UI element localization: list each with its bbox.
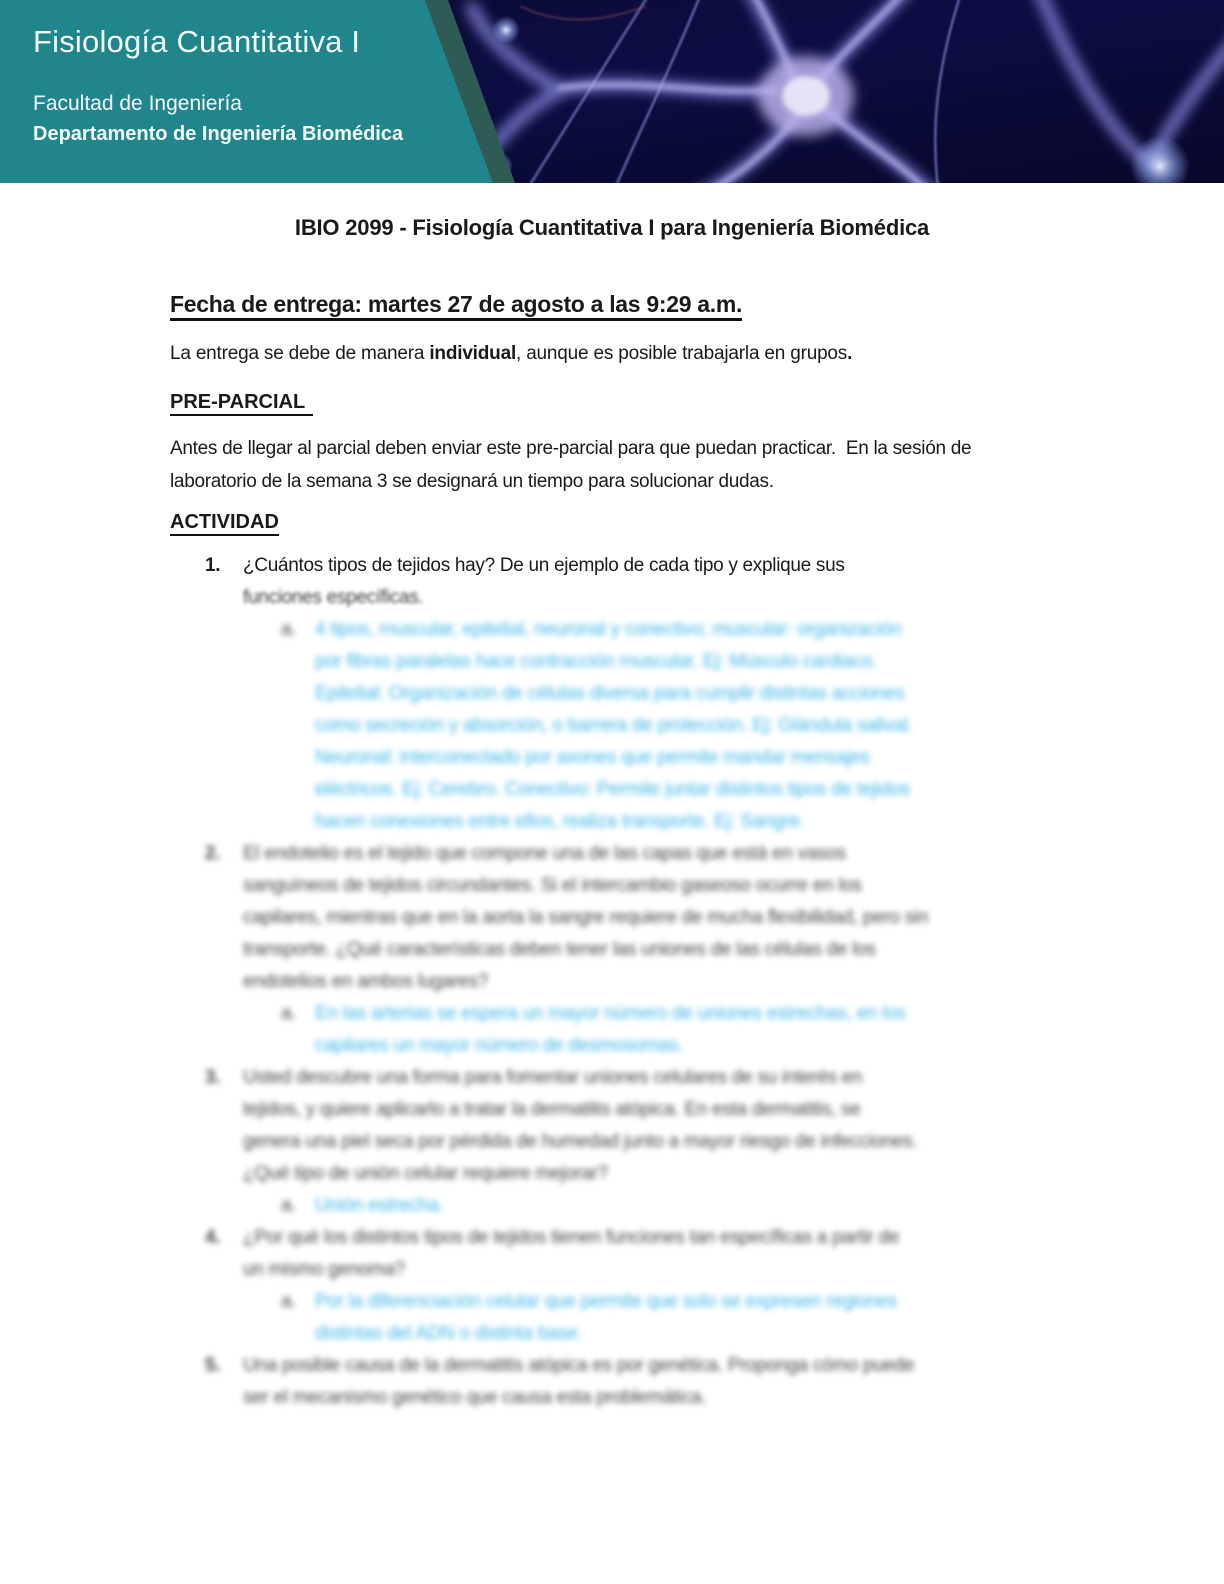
document-title: IBIO 2099 - Fisiología Cuantitativa I para Ingeniería Biomédica: [294, 215, 930, 240]
question-line: endotelios en ambos lugares?: [243, 971, 489, 992]
question-number: 3.: [205, 1067, 221, 1088]
answer-text: [315, 998, 906, 1062]
question-line: sanguíneos de tejidos circundantes. Si el intercambio gaseoso ocurre en los: [243, 875, 862, 896]
answer-block: [170, 1190, 1054, 1222]
question-item: [170, 838, 1054, 1062]
answer-line: Por la diferenciación celular que permite que solo se expresen regiones: [315, 1291, 897, 1312]
question-line: genera una piel seca por pérdida de humedad junto a mayor riesgo de infecciones.: [243, 1131, 918, 1152]
question-number: 5.: [205, 1355, 221, 1376]
answer-line: distintas del ADN o distinta base.: [315, 1323, 583, 1344]
answer-text: [315, 1190, 444, 1222]
question-line: un mismo genoma?: [243, 1259, 406, 1280]
question-item: [170, 1062, 1054, 1222]
intro-bold-individual: individual: [429, 343, 517, 364]
answer-line: Unión estrecha.: [315, 1195, 444, 1216]
question-item: [170, 1350, 1054, 1414]
question-line: ¿Qué tipo de unión celular requiere mejorar?: [243, 1163, 608, 1184]
question-number: 1.: [205, 555, 221, 576]
answer-block: [170, 614, 1054, 838]
preparcial-paragraph: [170, 432, 1054, 498]
document-body: [0, 215, 1224, 1414]
question-number: 2.: [205, 843, 221, 864]
question-number: 4.: [205, 1227, 221, 1248]
course-banner: [0, 0, 1224, 183]
questions-list: [170, 550, 1054, 1414]
preparcial-heading: PRE-PARCIAL: [170, 390, 1054, 414]
question-line: El endotelio es el tejido que compone una de las capas que está en vasos: [243, 843, 846, 864]
question-row: [170, 550, 1054, 614]
banner-faculty: Facultad de Ingeniería: [33, 92, 242, 115]
answer-line: hacen conexiones entre ellos, realiza transporte. Ej: Sangre.: [315, 811, 805, 832]
question-line: Una posible causa de la dermatitis atópica es por genética. Proponga cómo puede: [243, 1355, 915, 1376]
answer-text: [315, 1286, 897, 1350]
actividad-heading: ACTIVIDAD: [170, 510, 1054, 534]
answer-line: Neuronal: interconectado por axones que permite mandar mensajes: [315, 747, 870, 768]
banner-title: Fisiología Cuantitativa I: [33, 24, 361, 59]
intro-text: La entrega se debe de manera: [170, 343, 430, 364]
question-text: [243, 838, 1054, 998]
intro-text-tail: , aunque es posible trabajarla en grupos: [516, 343, 848, 364]
question-text: [243, 1222, 1054, 1286]
intro-bold-period: .: [847, 343, 853, 364]
answer-line: 4 tipos, muscular, epitelial, neuronal y conectivo; muscular: organización: [315, 619, 902, 640]
question-line: tejidos, y quiere aplicarlo a tratar la dermatitis atópica. En esta dermatitis, se: [243, 1099, 861, 1120]
answer-line: capilares un mayor número de desmosomas.: [315, 1035, 684, 1056]
question-line: ¿Por qué los distintos tipos de tejidos tienen funciones tan específicas a partir de: [243, 1227, 900, 1248]
answer-block: [170, 998, 1054, 1062]
question-text: [243, 1062, 1054, 1190]
question-text: [243, 1350, 1054, 1414]
preparcial-line: Antes de llegar al parcial deben enviar este pre-parcial para que puedan practicar. En la sesión de: [170, 438, 972, 459]
question-line: funciones específicas.: [243, 587, 424, 608]
question-line: ser el mecanismo genético que causa esta problemática.: [243, 1387, 707, 1408]
question-row: [170, 1350, 1054, 1414]
question-row: [170, 1062, 1054, 1190]
answer-marker: a.: [281, 1291, 297, 1312]
question-item: [170, 1222, 1054, 1350]
answer-block: [170, 1286, 1054, 1350]
answer-line: por fibras paralelas hace contracción muscular. Ej: Músculo cardiaco.: [315, 651, 878, 672]
due-date-heading: Fecha de entrega: martes 27 de agosto a las 9:29 a.m.: [170, 291, 1054, 318]
question-row: [170, 838, 1054, 998]
question-line: Usted descubre una forma para fomentar uniones celulares de su interés en: [243, 1067, 863, 1088]
banner-department: Departamento de Ingeniería Biomédica: [33, 123, 404, 145]
question-line: ¿Cuántos tipos de tejidos hay? De un ejemplo de cada tipo y explique sus: [243, 555, 845, 576]
answer-line: eléctricos. Ej: Cerebro. Conectivo: Permite juntar distintos tipos de tejidos: [315, 779, 910, 800]
question-item: [170, 550, 1054, 838]
question-line: transporte. ¿Qué características deben tener las uniones de las células de los: [243, 939, 876, 960]
answer-line: Epitelial: Organización de células diversa para cumplir distintas acciones: [315, 683, 905, 704]
preparcial-line: laboratorio de la semana 3 se designará un tiempo para solucionar dudas.: [170, 471, 774, 492]
question-text: [243, 550, 1054, 614]
intro-paragraph: [170, 342, 1054, 366]
answer-marker: a.: [281, 1003, 297, 1024]
question-line: capilares, mientras que en la aorta la sangre requiere de mucha flexibilidad, pero sin: [243, 907, 928, 928]
question-row: [170, 1222, 1054, 1286]
answer-text: [315, 614, 913, 838]
answer-marker: a.: [281, 619, 297, 640]
answer-line: En las arterias se espera un mayor número de uniones estrechas, en los: [315, 1003, 906, 1024]
answer-line: como secreción y absorción, o barrera de protección. Ej: Glándula salival.: [315, 715, 913, 736]
answer-marker: a.: [281, 1195, 297, 1216]
